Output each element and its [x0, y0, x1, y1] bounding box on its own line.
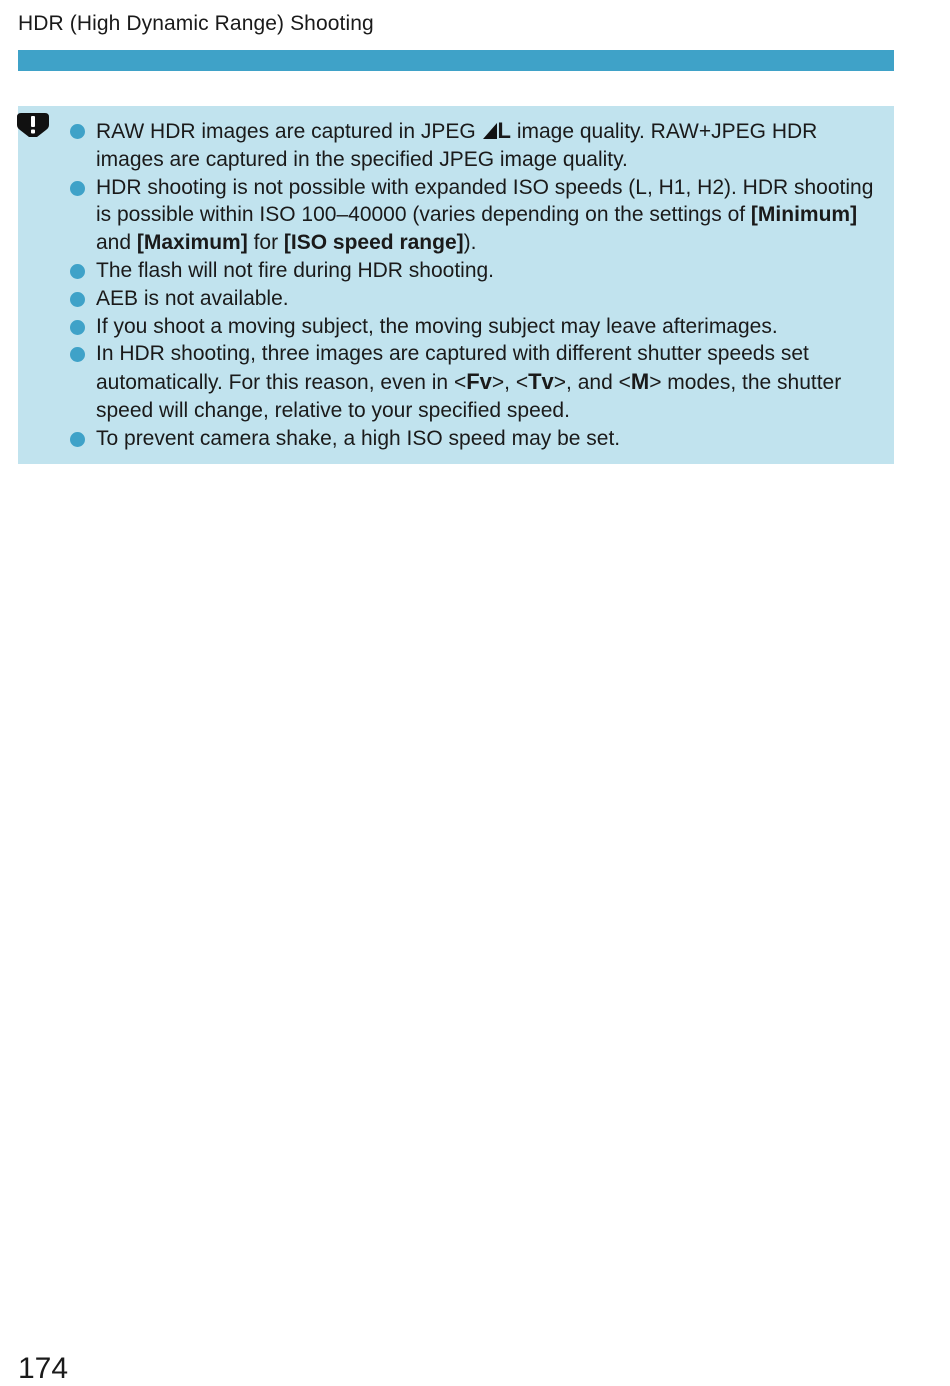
bullet-icon	[70, 181, 85, 196]
list-item: To prevent camera shake, a high ISO speed may be set.	[68, 425, 883, 453]
page-title: HDR (High Dynamic Range) Shooting	[18, 12, 374, 35]
quality-letter: L	[497, 118, 511, 143]
menu-term: [Maximum]	[136, 231, 248, 255]
list-item: RAW HDR images are captured in JPEG L image quality. RAW+JPEG HDR images are captured in the specified JPEG image quality.	[68, 117, 883, 174]
caution-list	[68, 117, 883, 453]
list-item: In HDR shooting, three images are captured with different shutter speeds set automatically. For this reason, even in <Fv>, <Tv>, and <M> modes, the shutter speed will change, relative to your specified speed.	[68, 340, 883, 424]
mode-fv-icon: Fv	[466, 369, 492, 395]
bullet-icon	[70, 320, 85, 335]
bullet-icon	[70, 292, 85, 307]
header-bar	[18, 50, 894, 71]
list-item: If you shoot a moving subject, the moving subject may leave afterimages.	[68, 313, 883, 341]
bullet-icon	[70, 432, 85, 447]
list-item: AEB is not available.	[68, 285, 883, 313]
bullet-icon	[70, 347, 85, 362]
mode-m-icon: M	[630, 369, 650, 395]
page-number: 174	[18, 1352, 69, 1385]
list-item: HDR shooting is not possible with expanded ISO speeds (L, H1, H2). HDR shooting is possible within ISO 100–40000 (varies depending on the settings of [Minimum] and [Maximum] for [ISO speed range]).	[68, 174, 883, 257]
menu-term: [Minimum]	[750, 203, 858, 227]
list-item: The flash will not fire during HDR shooting.	[68, 257, 883, 285]
bullet-icon	[70, 124, 85, 139]
mode-tv-icon: Tv	[528, 369, 554, 395]
caution-icon	[16, 112, 50, 138]
bullet-icon	[70, 264, 85, 279]
menu-term: [ISO speed range]	[283, 231, 464, 255]
jpeg-large-fine-icon	[482, 122, 498, 140]
